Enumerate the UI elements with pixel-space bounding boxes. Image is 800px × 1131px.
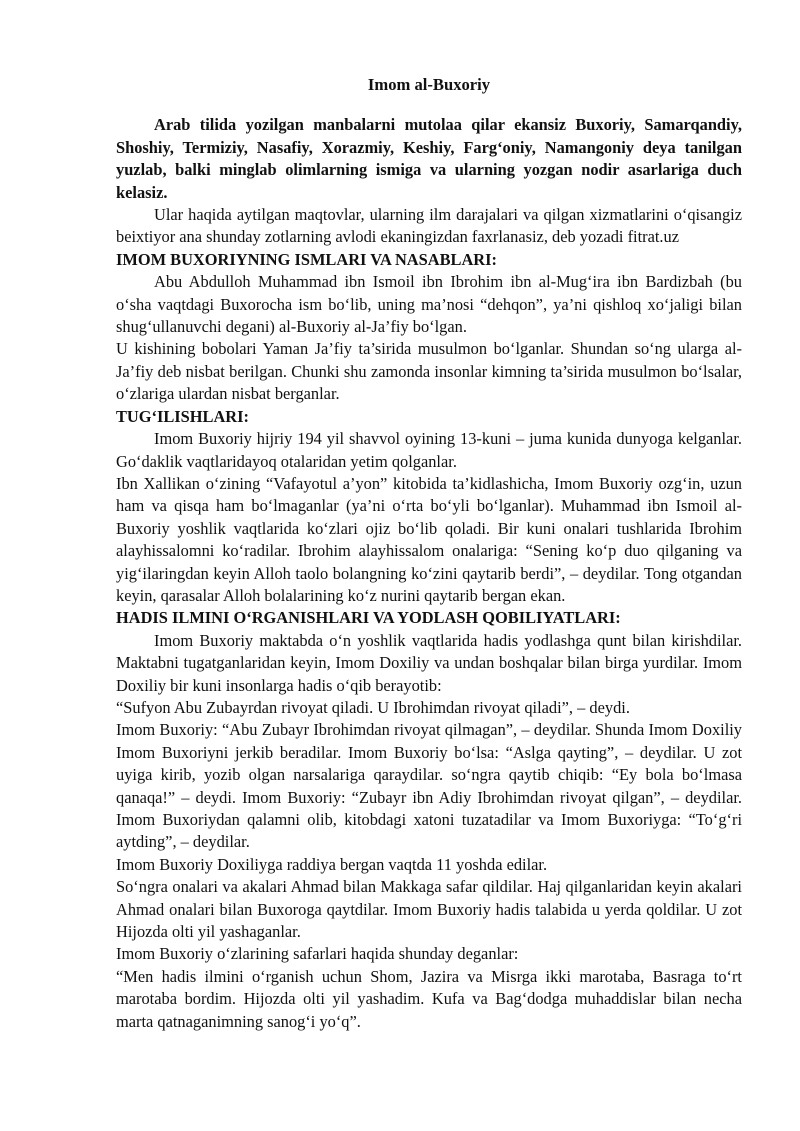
paragraph: Imom Buxoriy o‘zlarining safarlari haqida shunday deganlar: [116,944,519,964]
paragraph: “Men hadis ilmini o‘rganish uchun Shom, Jazira va Misrga ikki marotaba, Basraga to‘rt marotaba bordim. Hijozda olti yil yashadim. Kufa va Bag‘dodga muhaddislar bilan necha marta qatnaganimning sanog‘i yo‘q”. [116,966,742,1031]
paragraph: Imom Buxoriy maktabda o‘n yoshlik vaqtlarida hadis yodlashga qunt bilan kirishdilar. Maktabni tugatganlaridan keyin, Imom Doxiliy va undan boshqalar bilan birga yurdilar. Imom Doxiliy bir kuni insonlarga hadis o‘qib berayotib: [116,630,742,695]
intro-paragraph: Ular haqida aytilgan maqtovlar, ularning ilm darajalari va qilgan xizmatlarini o‘qisangiz beixtiyor ana shunday zotlarning avlodi ekaningizdan faxrlanasiz, deb yozadi fitrat.uz [116,205,742,247]
intro-bold-paragraph: Arab tilida yozilgan manbalarni mutolaa qilar ekansiz Buxoriy, Samarqandiy, Shoshiy, Termiziy, Nasafiy, Xorazmiy, Keshiy, Farg‘oniy, Namangoniy deya tanilgan yuzlab, balki minglab olimlarning ismiga va ularning yozgan nodir asarlariga duch kelasiz. [116,115,742,202]
section-heading-birth: TUG‘ILISHLARI: [116,406,249,426]
paragraph: U kishining bobolari Yaman Ja’fiy ta’sirida musulmon bo‘lganlar. Shundan so‘ng ularga al-Ja’fiy deb nisbat berilgan. Chunki shu zamonda insonlar kimning ta’sirida musulmon bo‘lsalar, o‘zlariga ulardan nisbat berganlar. [116,339,742,404]
paragraph: Ibn Xallikan o‘zining “Vafayotul a’yon” kitobida ta’kidlashicha, Imom Buxoriy ozg‘in, uzun ham va qisqa ham bo‘lmaganlar (ya’ni o‘rta bo‘yli bo‘lganlar). Muhammad ibn Ismoil al-Buxoriy yoshlik vaqtlarida ko‘zlari ojiz bo‘lib qoladi. Bir kuni onalari tushlarida Ibrohim alayhissalomni ko‘radilar. Ibrohim alayhissalom onalariga: “Sening ko‘p duo qilganing va yig‘ilaringdan keyin Alloh taolo bolangning ko‘zini qaytarib berdi”, – deydilar. Tong otgandan keyin, qarasalar Alloh bolalarining ko‘z nurini qaytarib bergan ekan. [116,473,742,605]
paragraph: So‘ngra onalari va akalari Ahmad bilan Makkaga safar qildilar. Haj qilganlaridan keyin akalari Ahmad onalari bilan Buxoroga qaytdilar. Imom Buxoriy hadis talabida u yerda qoldilar. U zot Hijozda olti yil yashaganlar. [116,877,742,942]
paragraph: Imom Buxoriy Doxiliyga raddiya bergan vaqtda 11 yoshda edilar. [116,854,548,874]
paragraph: Imom Buxoriy hijriy 194 yil shavvol oyining 13-kuni – juma kunida dunyoga kelganlar. Go‘daklik vaqtlaridayoq otalaridan yetim qolganlar. [116,429,742,471]
paragraph: Abu Abdulloh Muhammad ibn Ismoil ibn Ibrohim ibn al-Mug‘ira ibn Bardizbah (bu o‘sha vaqtdagi Buxorocha ism bo‘lib, uning ma’nosi “dehqon”, ya’ni qishloq xo‘jaligi bilan shug‘ullanuvchi degani) al-Buxoriy al-Ja’fiy bo‘lgan. [116,272,742,337]
paragraph: Imom Buxoriy: “Abu Zubayr Ibrohimdan rivoyat qilmagan”, – deydilar. Shunda Imom Doxiliy Imom Buxoriyni jerkib beradilar. Imom Buxoriy bo‘lsa: “Aslga qayting”, – deydilar. U zot uyiga kirib, yozib olgan narsalariga qaraydilar. so‘ngra qaytib chiqib: “Ey bola bo‘lmasa qanaqa!” – deydi. Imom Buxoriy: “Zubayr ibn Adiy Ibrohimdan rivoyat qilgan”, – deydilar. Imom Buxoriydan qalamni olib, kitobdagi xatoni tuzatadilar va Imom Buxoriyga: “To‘g‘ri aytding”, – deydilar. [116,720,742,852]
document-title: Imom al-Buxoriy [367,75,491,94]
section-heading-names: IMOM BUXORIYNING ISMLARI VA NASABLARI: [116,249,497,269]
document-page [116,74,742,1033]
section-heading-hadith: HADIS ILMINI O‘RGANISHLARI VA YODLASH QOBILIYATLARI: [116,608,621,628]
paragraph: “Sufyon Abu Zubayrdan rivoyat qiladi. U Ibrohimdan rivoyat qiladi”, – deydi. [116,697,630,717]
